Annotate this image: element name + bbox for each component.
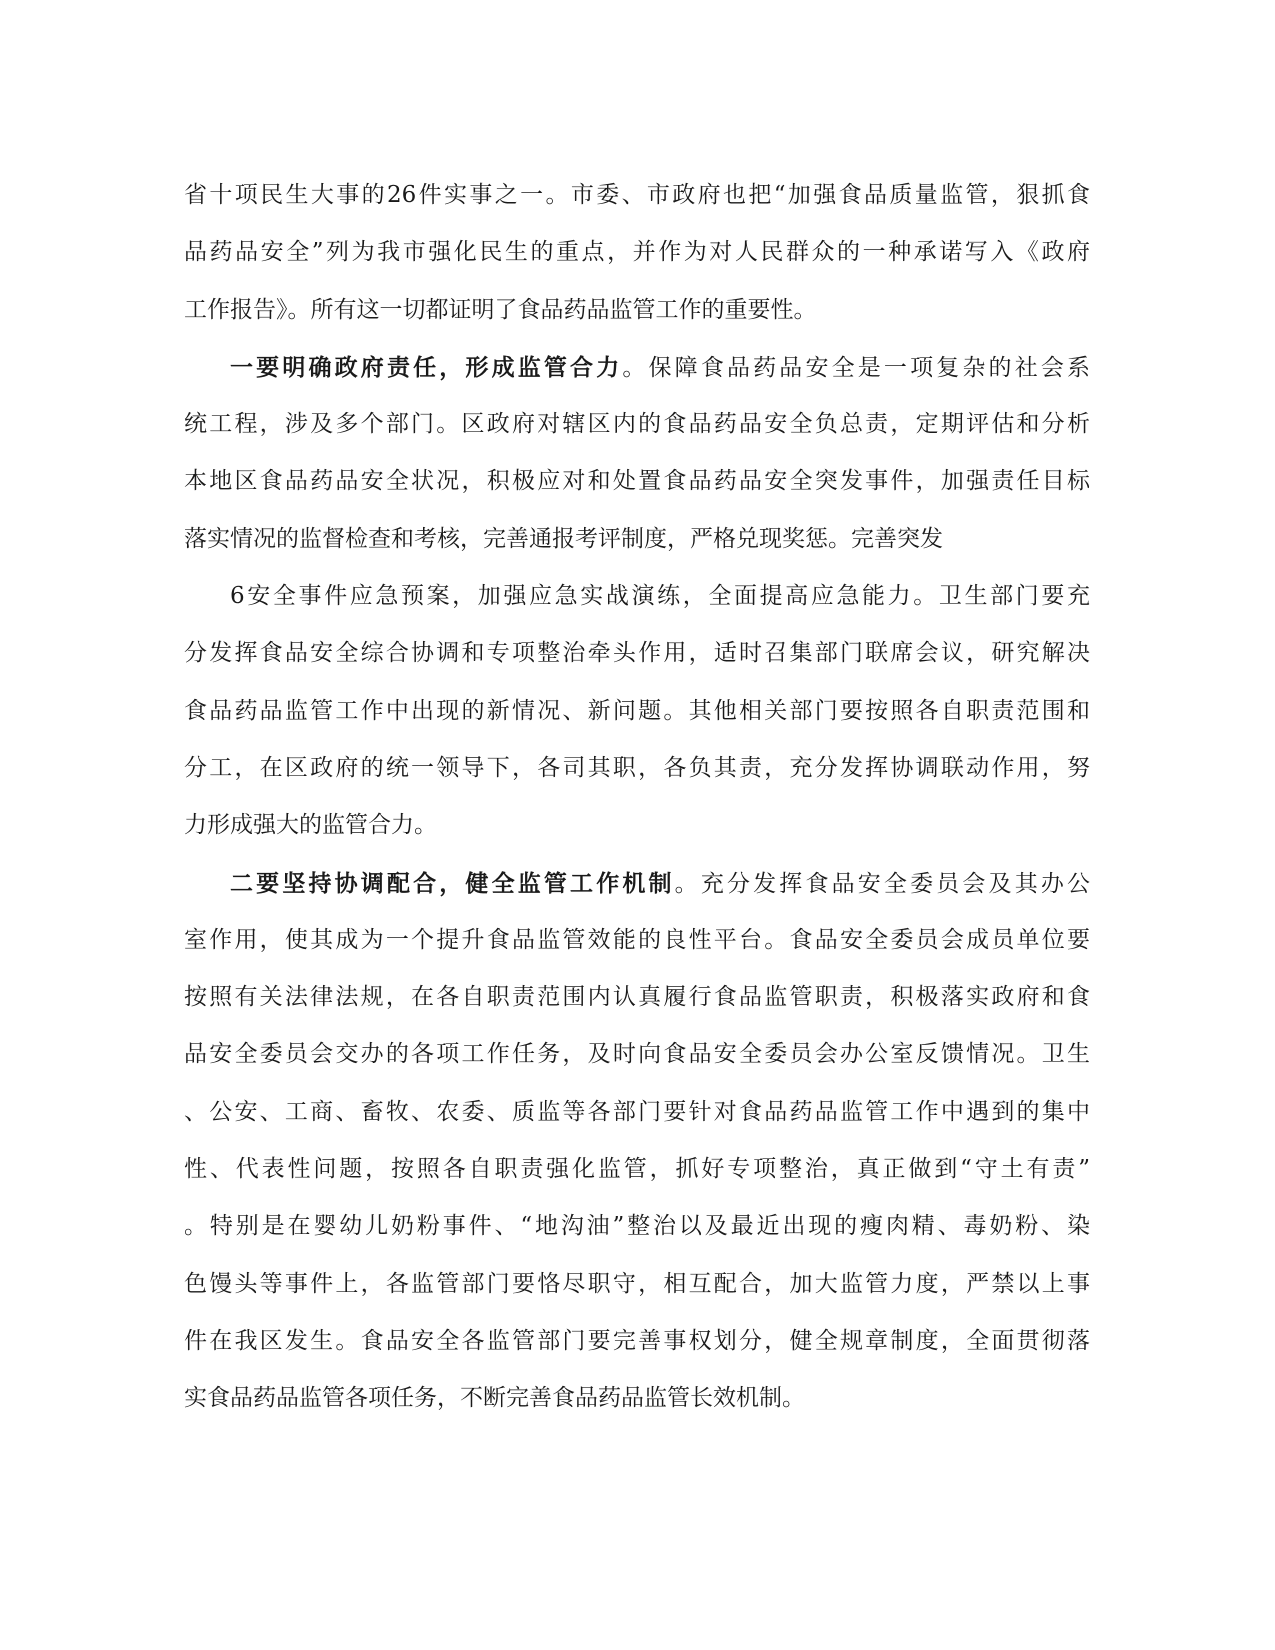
document-body [184,167,1090,1428]
text-line [184,224,1090,281]
body-text: 分工，在区政府的统一领导下，各司其职，各负其责，充分发挥协调联动作用，努 [184,754,1090,781]
body-text: 、公安、工商、畜牧、农委、质监等各部门要针对食品药品监管工作中遇到的集中 [184,1098,1090,1125]
body-text: 品药品安全”列为我市强化民生的重点，并作为对人民群众的一种承诺写入《政府 [184,239,1090,266]
text-line [184,282,1090,339]
paragraph [184,855,1090,1428]
text-line [184,855,1090,912]
text-line [184,1370,1090,1427]
body-text: 色馒头等事件上，各监管部门要恪尽职守，相互配合，加大监管力度，严禁以上事 [184,1270,1090,1297]
text-line [184,1084,1090,1141]
body-text: 6安全事件应急预案，加强应急实战演练，全面提高应急能力。卫生部门要充 [230,583,1090,610]
text-line [184,339,1090,396]
text-line [184,1313,1090,1370]
text-line [184,1256,1090,1313]
body-text: 工作报告》。所有这一切都证明了食品药品监管工作的重要性。 [184,296,817,323]
body-text: 实食品药品监管各项任务，不断完善食品药品监管长效机制。 [184,1385,805,1412]
bold-heading-text: 二要坚持协调配合，健全监管工作机制 [230,869,675,897]
body-text: 。保障食品药品安全是一项复杂的社会系 [622,354,1090,381]
text-line [184,396,1090,453]
body-text: 统工程，涉及多个部门。区政府对辖区内的食品药品安全负总责，定期评估和分析 [184,411,1090,438]
body-text: 落实情况的监督检查和考核，完善通报考评制度，严格兑现奖惩。完善突发 [184,525,943,552]
bold-heading-text: 一要明确政府责任，形成监管合力 [230,353,623,381]
body-text: 。特别是在婴幼儿奶粉事件、“地沟油”整治以及最近出现的瘦肉精、毒奶粉、染 [184,1213,1090,1240]
body-text: 省十项民生大事的26件实事之一。市委、市政府也把“加强食品质量监管，狠抓食 [184,182,1090,208]
body-text: 品安全委员会交办的各项工作任务，及时向食品安全委员会办公室反馈情况。卫生 [184,1041,1090,1068]
body-text: 。充分发挥食品安全委员会及其办公 [674,870,1090,897]
text-line [184,740,1090,797]
paragraph [184,568,1090,854]
text-line [184,1198,1090,1255]
body-text: 本地区食品药品安全状况，积极应对和处置食品药品安全突发事件，加强责任目标 [184,468,1090,495]
text-line [184,969,1090,1026]
paragraph [184,339,1090,568]
text-line [184,167,1090,224]
body-text: 性、代表性问题，按照各自职责强化监管，抓好专项整治，真正做到“守土有责” [184,1156,1090,1183]
text-line [184,797,1090,854]
paragraph [184,167,1090,339]
text-line [184,1141,1090,1198]
body-text: 件在我区发生。食品安全各监管部门要完善事权划分，健全规章制度，全面贯彻落 [184,1327,1090,1354]
text-line [184,1026,1090,1083]
text-line [184,453,1090,510]
text-line [184,683,1090,740]
text-line [184,912,1090,969]
text-line [184,568,1090,625]
text-line [184,511,1090,568]
body-text: 力形成强大的监管合力。 [184,812,437,839]
body-text: 分发挥食品安全综合协调和专项整治牵头作用，适时召集部门联席会议，研究解决 [184,640,1090,667]
body-text: 食品药品监管工作中出现的新情况、新问题。其他相关部门要按照各自职责范围和 [184,697,1090,724]
body-text: 按照有关法律法规，在各自职责范围内认真履行食品监管职责，积极落实政府和食 [184,984,1090,1011]
body-text: 室作用，使其成为一个提升食品监管效能的良性平台。食品安全委员会成员单位要 [184,926,1090,953]
text-line [184,625,1090,682]
